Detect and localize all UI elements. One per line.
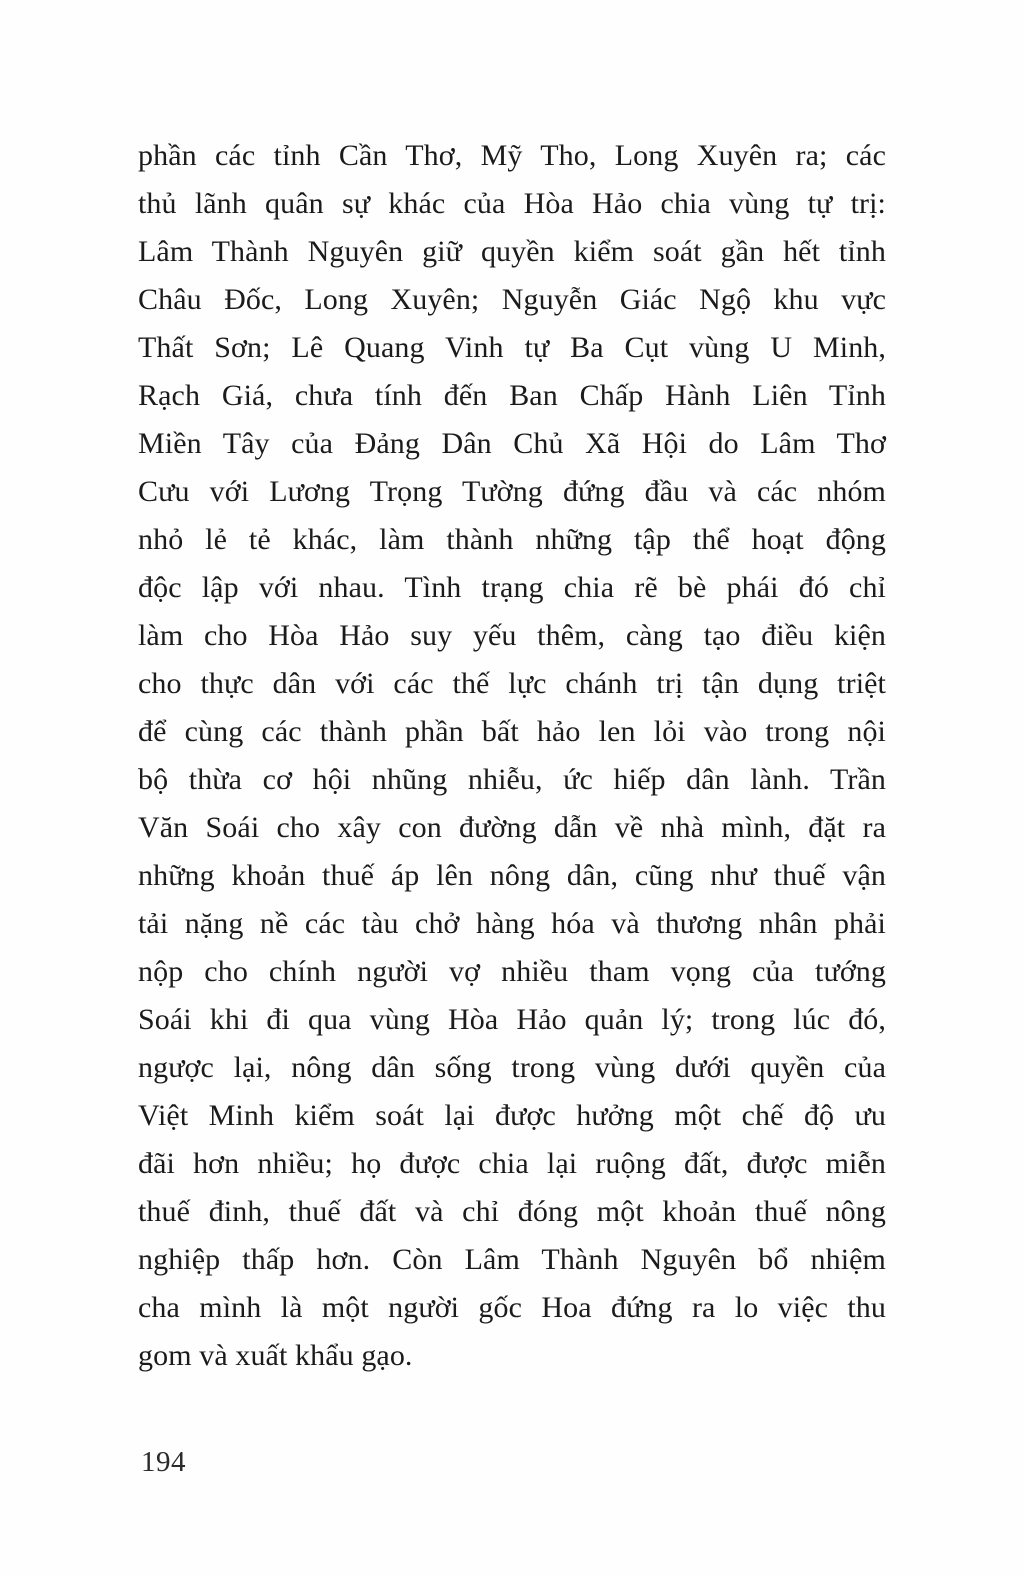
text-line: cho thực dân với các thế lực chánh trị tận dụng triệt <box>138 667 886 700</box>
text-line: độc lập với nhau. Tình trạng chia rẽ bè phái đó chỉ <box>138 571 886 604</box>
text-line: bộ thừa cơ hội nhũng nhiễu, ức hiếp dân lành. Trần <box>138 763 886 796</box>
text-line: Lâm Thành Nguyên giữ quyền kiểm soát gần hết tỉnh <box>138 235 886 268</box>
text-line: Rạch Giá, chưa tính đến Ban Chấp Hành Liên Tỉnh <box>138 379 886 412</box>
text-line: ngược lại, nông dân sống trong vùng dưới quyền của <box>138 1051 886 1084</box>
text-line: Châu Đốc, Long Xuyên; Nguyễn Giác Ngộ khu vực <box>138 283 886 316</box>
text-line: gom và xuất khẩu gạo. <box>138 1339 413 1372</box>
text-line: làm cho Hòa Hảo suy yếu thêm, càng tạo điều kiện <box>138 619 886 652</box>
text-line: thủ lãnh quân sự khác của Hòa Hảo chia vùng tự trị: <box>138 187 886 220</box>
text-line: Cưu với Lương Trọng Tường đứng đầu và các nhóm <box>138 475 886 508</box>
text-line: Việt Minh kiểm soát lại được hưởng một chế độ ưu <box>138 1099 886 1132</box>
text-line: nộp cho chính người vợ nhiều tham vọng của tướng <box>138 955 886 988</box>
text-line: để cùng các thành phần bất hảo len lỏi vào trong nội <box>138 715 886 748</box>
text-line: Thất Sơn; Lê Quang Vinh tự Ba Cụt vùng U Minh, <box>138 331 886 364</box>
body-text <box>138 132 886 1380</box>
text-line: phần các tỉnh Cần Thơ, Mỹ Tho, Long Xuyên ra; các <box>138 139 886 172</box>
text-line: Văn Soái cho xây con đường dẫn về nhà mình, đặt ra <box>138 811 886 844</box>
text-line: Soái khi đi qua vùng Hòa Hảo quản lý; trong lúc đó, <box>138 1003 886 1036</box>
text-line: nhỏ lẻ tẻ khác, làm thành những tập thể hoạt động <box>138 523 886 556</box>
text-line: cha mình là một người gốc Hoa đứng ra lo việc thu <box>138 1291 886 1324</box>
text-line: những khoản thuế áp lên nông dân, cũng như thuế vận <box>138 859 886 892</box>
text-line: thuế đinh, thuế đất và chỉ đóng một khoản thuế nông <box>138 1195 886 1228</box>
text-line: tải nặng nề các tàu chở hàng hóa và thương nhân phải <box>138 907 886 940</box>
page-number: 194 <box>141 1446 186 1478</box>
text-line: Miền Tây của Đảng Dân Chủ Xã Hội do Lâm Thơ <box>138 427 886 460</box>
text-line: đãi hơn nhiều; họ được chia lại ruộng đất, được miễn <box>138 1147 886 1180</box>
text-line: nghiệp thấp hơn. Còn Lâm Thành Nguyên bổ nhiệm <box>138 1243 886 1276</box>
